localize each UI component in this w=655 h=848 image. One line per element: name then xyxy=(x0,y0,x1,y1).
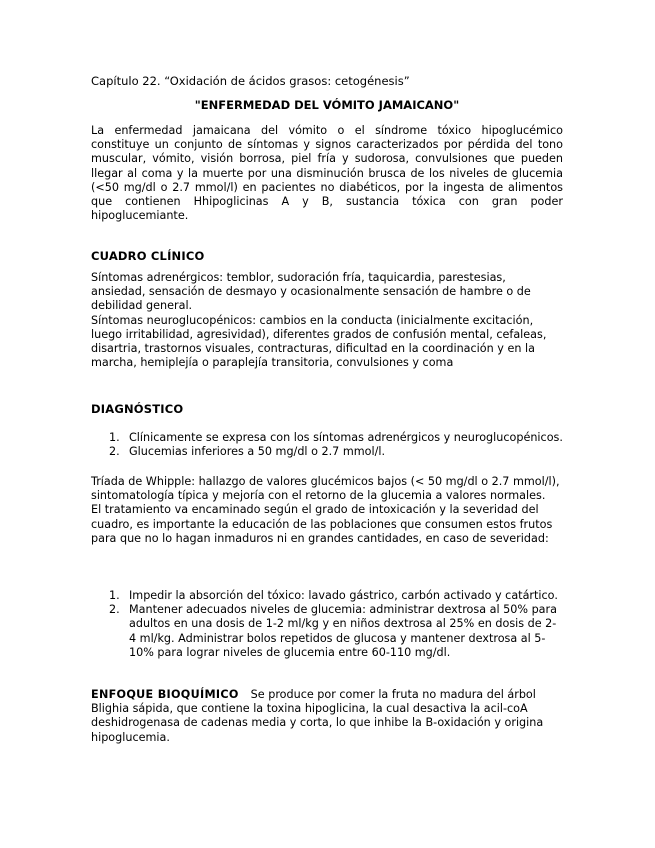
list-item xyxy=(91,445,563,459)
list-item xyxy=(91,589,563,603)
list-number: 1. xyxy=(109,589,120,602)
chapter-header: Capítulo 22. “Oxidación de ácidos grasos: cetogénesis” xyxy=(91,74,410,88)
biochem-heading: ENFOQUE BIOQUÍMICO xyxy=(91,688,239,701)
whipple-triad: Tríada de Whipple: hallazgo de valores glucémicos bajos (< 50 mg/dl o 2.7 mmol/l), sintomatología típica y mejoría con el retorno de la glucemia a valores normales. xyxy=(91,475,560,503)
diagnosis-list xyxy=(91,431,563,459)
diagnosis-notes xyxy=(91,475,563,546)
treatment-list xyxy=(91,589,563,660)
list-number: 2. xyxy=(109,603,120,617)
list-item xyxy=(91,431,563,445)
list-text: Impedir la absorción del tóxico: lavado gástrico, carbón activado y catártico. xyxy=(129,589,558,602)
diagnosis-heading: DIAGNÓSTICO xyxy=(91,402,184,416)
treatment-intro: El tratamiento va encaminado según el grado de intoxicación y la severidad del cuadro, es importante la educación de las poblaciones que consumen estos frutos para que no lo hagan inmaduros ni en grandes cantidades, en caso de severidad: xyxy=(91,503,553,545)
list-number: 1. xyxy=(109,431,120,444)
list-item xyxy=(91,603,563,660)
biochem-paragraph xyxy=(91,688,563,745)
biochem-text: Se produce por comer la fruta no madura del árbol Blighia sápida, que contiene la toxina hipoglicina, la cual desactiva la acil-coA deshidrogenasa de cadenas media y corta, lo que inhibe la B-oxidación y origina hipoglucemia. xyxy=(91,688,544,744)
adrenergic-symptoms: Síntomas adrenérgicos: temblor, sudoración fría, taquicardia, parestesias, ansiedad, sensación de desmayo y ocasionalmente sensación de hambre o de debilidad general. xyxy=(91,271,531,313)
clinical-section xyxy=(91,271,563,370)
page-title: "ENFERMEDAD DEL VÓMITO JAMAICANO" xyxy=(194,98,460,112)
list-text: Clínicamente se expresa con los síntomas adrenérgicos y neuroglucopénicos. xyxy=(129,431,563,444)
clinical-heading: CUADRO CLÍNICO xyxy=(91,249,205,263)
intro-paragraph: La enfermedad jamaicana del vómito o el síndrome tóxico hipoglucémico constituye un conjunto de síntomas y signos caracterizados por pérdida del tono muscular, vómito, visión borrosa, piel fría y sudorosa, convulsiones que pueden llegar al coma y la muerte por una disminución brusca de los niveles de glucemia (<50 mg/dl o 2.7 mmol/l) en pacientes no diabéticos, por la ingesta de alimentos que contienen Hhipoglicinas A y B, sustancia tóxica con gran poder hipoglucemiante. xyxy=(91,124,563,223)
list-text: Glucemias inferiores a 50 mg/dl o 2.7 mmol/l. xyxy=(129,445,386,459)
list-text: Mantener adecuados niveles de glucemia: administrar dextrosa al 50% para adultos en una dosis de 1-2 ml/kg y en niños dextrosa al 25% en dosis de 2-4 ml/kg. Administrar bolos repetidos de glucosa y mantener dextrosa al 5-10% para lograr niveles de glucemia entre 60-110 mg/dl. xyxy=(129,603,557,659)
neuroglycopenic-symptoms: Síntomas neuroglucopénicos: cambios en la conducta (inicialmente excitación, luego irritabilidad, agresividad), diferentes grados de confusión mental, cefaleas, disartria, trastornos visuales, contracturas, dificultad en la coordinación y en la marcha, hemiplejía o paraplejía transitoria, convulsiones y coma xyxy=(91,313,547,370)
list-number: 2. xyxy=(109,445,120,459)
